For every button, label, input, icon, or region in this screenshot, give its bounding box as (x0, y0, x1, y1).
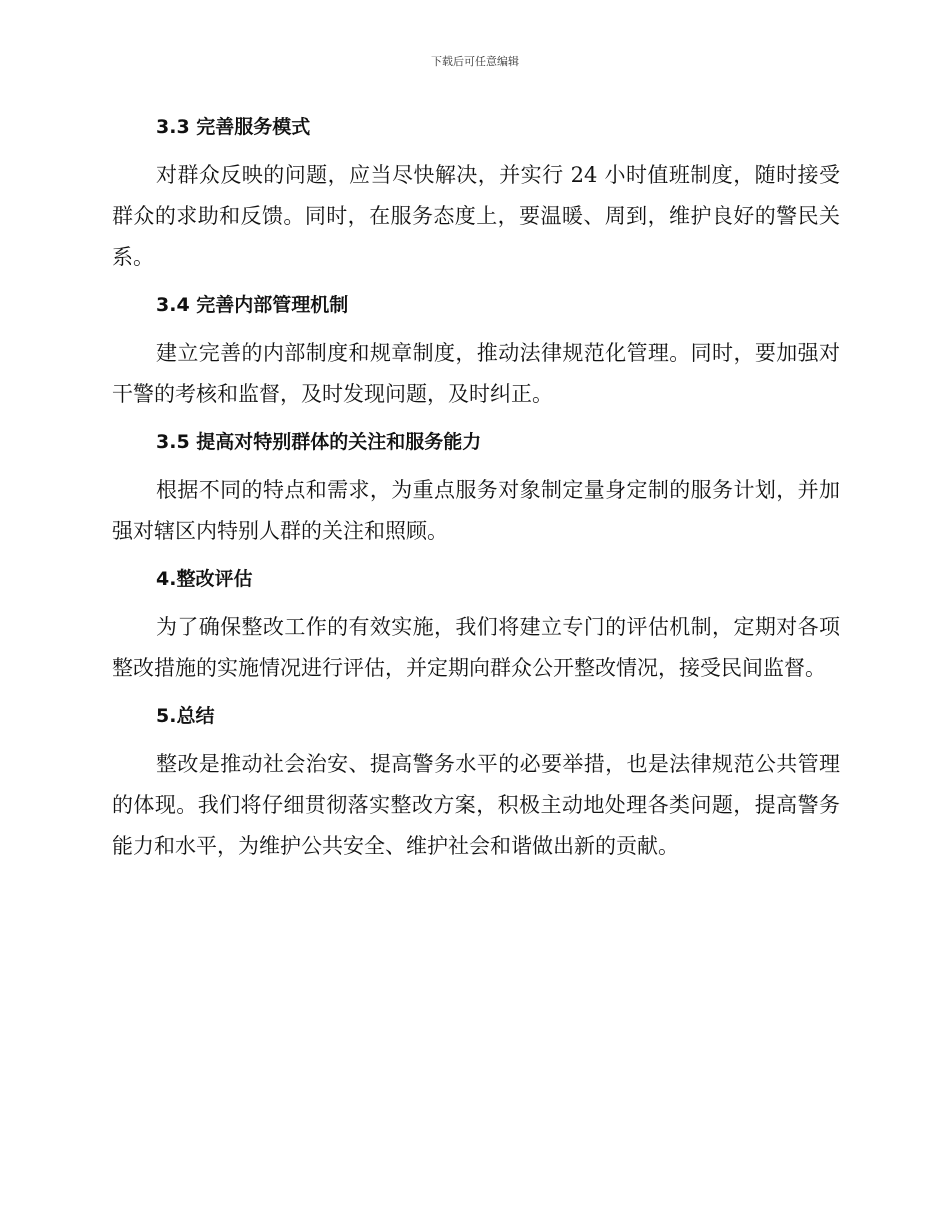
paragraph-line: 关系。 (112, 204, 840, 269)
section-paragraph-4 (112, 607, 840, 689)
paragraph-line: 建立完善的内部制度和规章制度，推动法律规范化管理。同时，要加强 (156, 341, 819, 365)
paragraph-line: 根据不同的特点和需求，为重点服务对象制定量身定制的服务计划，并 (156, 478, 819, 502)
section-heading-3-3: 3.3 完善服务模式 (156, 116, 311, 138)
section-paragraph-3-3 (112, 155, 840, 278)
page-header-note: 下载后可任意编辑 (431, 55, 519, 68)
section-heading-3-5: 3.5 提高对特别群体的关注和服务能力 (156, 431, 482, 453)
section-heading-5: 5.总结 (156, 705, 215, 727)
section-paragraph-3-4 (112, 333, 840, 415)
paragraph-line: 督。 (784, 656, 826, 680)
paragraph-line: 理的体现。我们将仔细贯彻落实整改方案，积极主动地处理各类问题，提高 (112, 752, 840, 817)
document-body (112, 110, 840, 867)
paragraph-line: 为了确保整改工作的有效实施，我们将建立专门的评估机制，定期对各 (156, 615, 819, 639)
section-paragraph-3-5 (112, 470, 840, 552)
paragraph-line: 警务能力和水平，为维护公共安全、维护社会和谐做出新的贡献。 (112, 793, 841, 858)
paragraph-line: 加强对辖区内特别人群的关注和照顾。 (112, 478, 840, 543)
paragraph-line: 整改是推动社会治安、提高警务水平的必要举措，也是法律规范公共管 (156, 752, 819, 776)
section-heading-4: 4.整改评估 (156, 568, 253, 590)
paragraph-line: 群众的求助和反馈。同时，在服务态度上，要温暖、周到，维护良好的警民 (112, 204, 819, 228)
paragraph-line: 对干警的考核和监督，及时发现问题，及时纠正。 (112, 341, 840, 406)
section-paragraph-5 (112, 744, 840, 867)
paragraph-line: 对群众反映的问题，应当尽快解决，并实行 24 小时值班制度，随时接受 (156, 163, 840, 187)
paragraph-line: 项整改措施的实施情况进行评估，并定期向群众公开整改情况，接受民间监 (112, 615, 840, 680)
section-heading-3-4: 3.4 完善内部管理机制 (156, 294, 349, 316)
